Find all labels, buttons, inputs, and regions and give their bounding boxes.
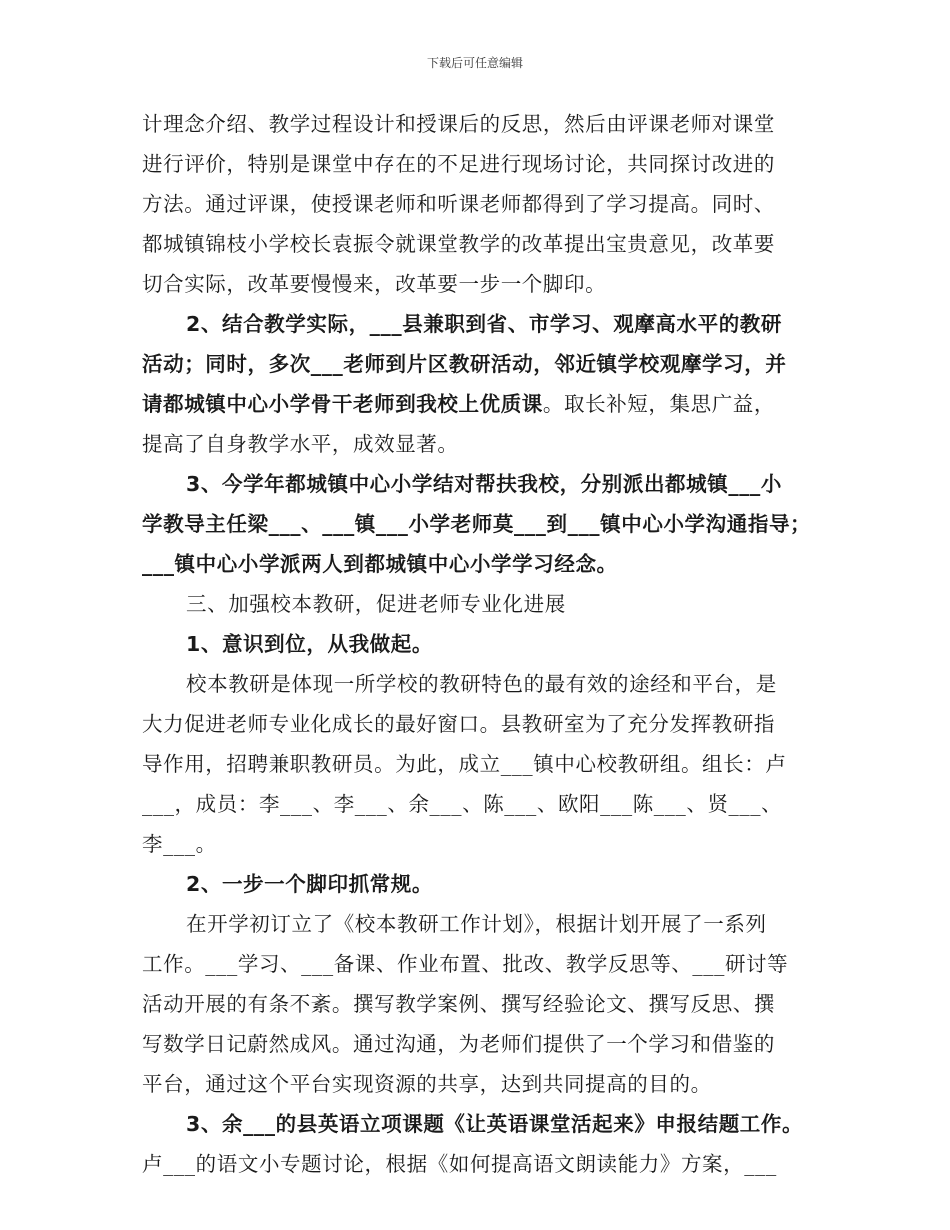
text-line xyxy=(142,384,810,424)
text-line xyxy=(142,1104,810,1144)
body-text: 导作用，招聘兼职教研员。为此，成立___镇中心校教研组。组长：卢 xyxy=(142,752,787,776)
text-line xyxy=(142,264,810,304)
body-text: 计理念介绍、教学过程设计和授课后的反思，然后由评课老师对课堂 xyxy=(142,112,775,136)
text-line xyxy=(142,584,810,624)
body-text: ___，成员：李___、李___、余___、陈___、欧阳___陈___、贤___、 xyxy=(142,792,783,816)
text-line xyxy=(142,984,810,1024)
text-line xyxy=(142,944,810,984)
text-line xyxy=(142,704,810,744)
text-line xyxy=(142,464,810,504)
text-line xyxy=(142,1064,810,1104)
text-line xyxy=(142,544,810,584)
text-line xyxy=(142,144,810,184)
bold-text: 2、结合教学实际，___县兼职到省、市学习、观摩高水平的教研 xyxy=(186,312,783,336)
text-line xyxy=(142,744,810,784)
body-text: 写数学日记蔚然成风。通过沟通，为老师们提供了一个学习和借鉴的 xyxy=(142,1032,775,1056)
text-line xyxy=(142,104,810,144)
bold-text: 2、一步一个脚印抓常规。 xyxy=(186,872,433,896)
body-text: 进行评价，特别是课堂中存在的不足进行现场讨论，共同探讨改进的 xyxy=(142,152,775,176)
body-text: 提高了自身教学水平，成效显著。 xyxy=(142,432,459,456)
text-line xyxy=(142,824,810,864)
bold-text: 学教导主任梁___、___镇___小学老师莫___到___镇中心小学沟通指导； xyxy=(142,512,812,536)
body-text: 切合实际，改革要慢慢来，改革要一步一个脚印。 xyxy=(142,272,607,296)
body-text: 。取长补短，集思广益， xyxy=(542,392,776,416)
text-line xyxy=(142,304,810,344)
body-text: 活动开展的有条不紊。撰写教学案例、撰写经验论文、撰写反思、撰 xyxy=(142,992,775,1016)
bold-text: 1、意识到位，从我做起。 xyxy=(186,632,433,656)
body-text: 校本教研是体现一所学校的教研特色的最有效的途经和平台，是 xyxy=(186,672,777,696)
text-line xyxy=(142,184,810,224)
body-text: 在开学初订立了《校本教研工作计划》，根据计划开展了一系列 xyxy=(186,912,767,936)
document-body xyxy=(142,104,810,1184)
text-line xyxy=(142,1024,810,1064)
bold-text: 3、余___的县英语立项课题《让英语课堂活起来》申报结题工作。 xyxy=(186,1112,804,1136)
body-text: 方法。通过评课，使授课老师和听课老师都得到了学习提高。同时、 xyxy=(142,192,775,216)
text-line xyxy=(142,424,810,464)
bold-text: 请都城镇中心小学骨干老师到我校上优质课 xyxy=(142,392,543,416)
body-text: 都城镇锦枝小学校长袁振令就课堂教学的改革提出宝贵意见，改革要 xyxy=(142,232,775,256)
text-line xyxy=(142,664,810,704)
text-line xyxy=(142,344,810,384)
body-text: 工作。___学习、___备课、作业布置、批改、教学反思等、___研讨等 xyxy=(142,952,789,976)
body-text: 大力促进老师专业化成长的最好窗口。县教研室为了充分发挥教研指 xyxy=(142,712,775,736)
text-line xyxy=(142,224,810,264)
body-text: 平台，通过这个平台实现资源的共享，达到共同提高的目的。 xyxy=(142,1072,712,1096)
page-header: 下载后可任意编辑 xyxy=(426,56,523,70)
bold-text: ___镇中心小学派两人到都城镇中心小学学习经念。 xyxy=(142,552,618,576)
text-line xyxy=(142,784,810,824)
text-line xyxy=(142,504,810,544)
bold-text: 活动；同时，多次___老师到片区教研活动，邻近镇学校观摩学习，并 xyxy=(142,352,787,376)
text-line xyxy=(142,1144,810,1184)
body-text: 李___。 xyxy=(142,832,217,856)
text-line xyxy=(142,864,810,904)
text-line xyxy=(142,904,810,944)
bold-text: 3、今学年都城镇中心小学结对帮扶我校，分别派出都城镇___小 xyxy=(186,472,783,496)
text-line xyxy=(142,624,810,664)
body-text: 三、加强校本教研，促进老师专业化进展 xyxy=(186,592,566,616)
body-text: 卢___的语文小专题讨论，根据《如何提高语文朗读能力》方案，___ xyxy=(142,1152,777,1176)
